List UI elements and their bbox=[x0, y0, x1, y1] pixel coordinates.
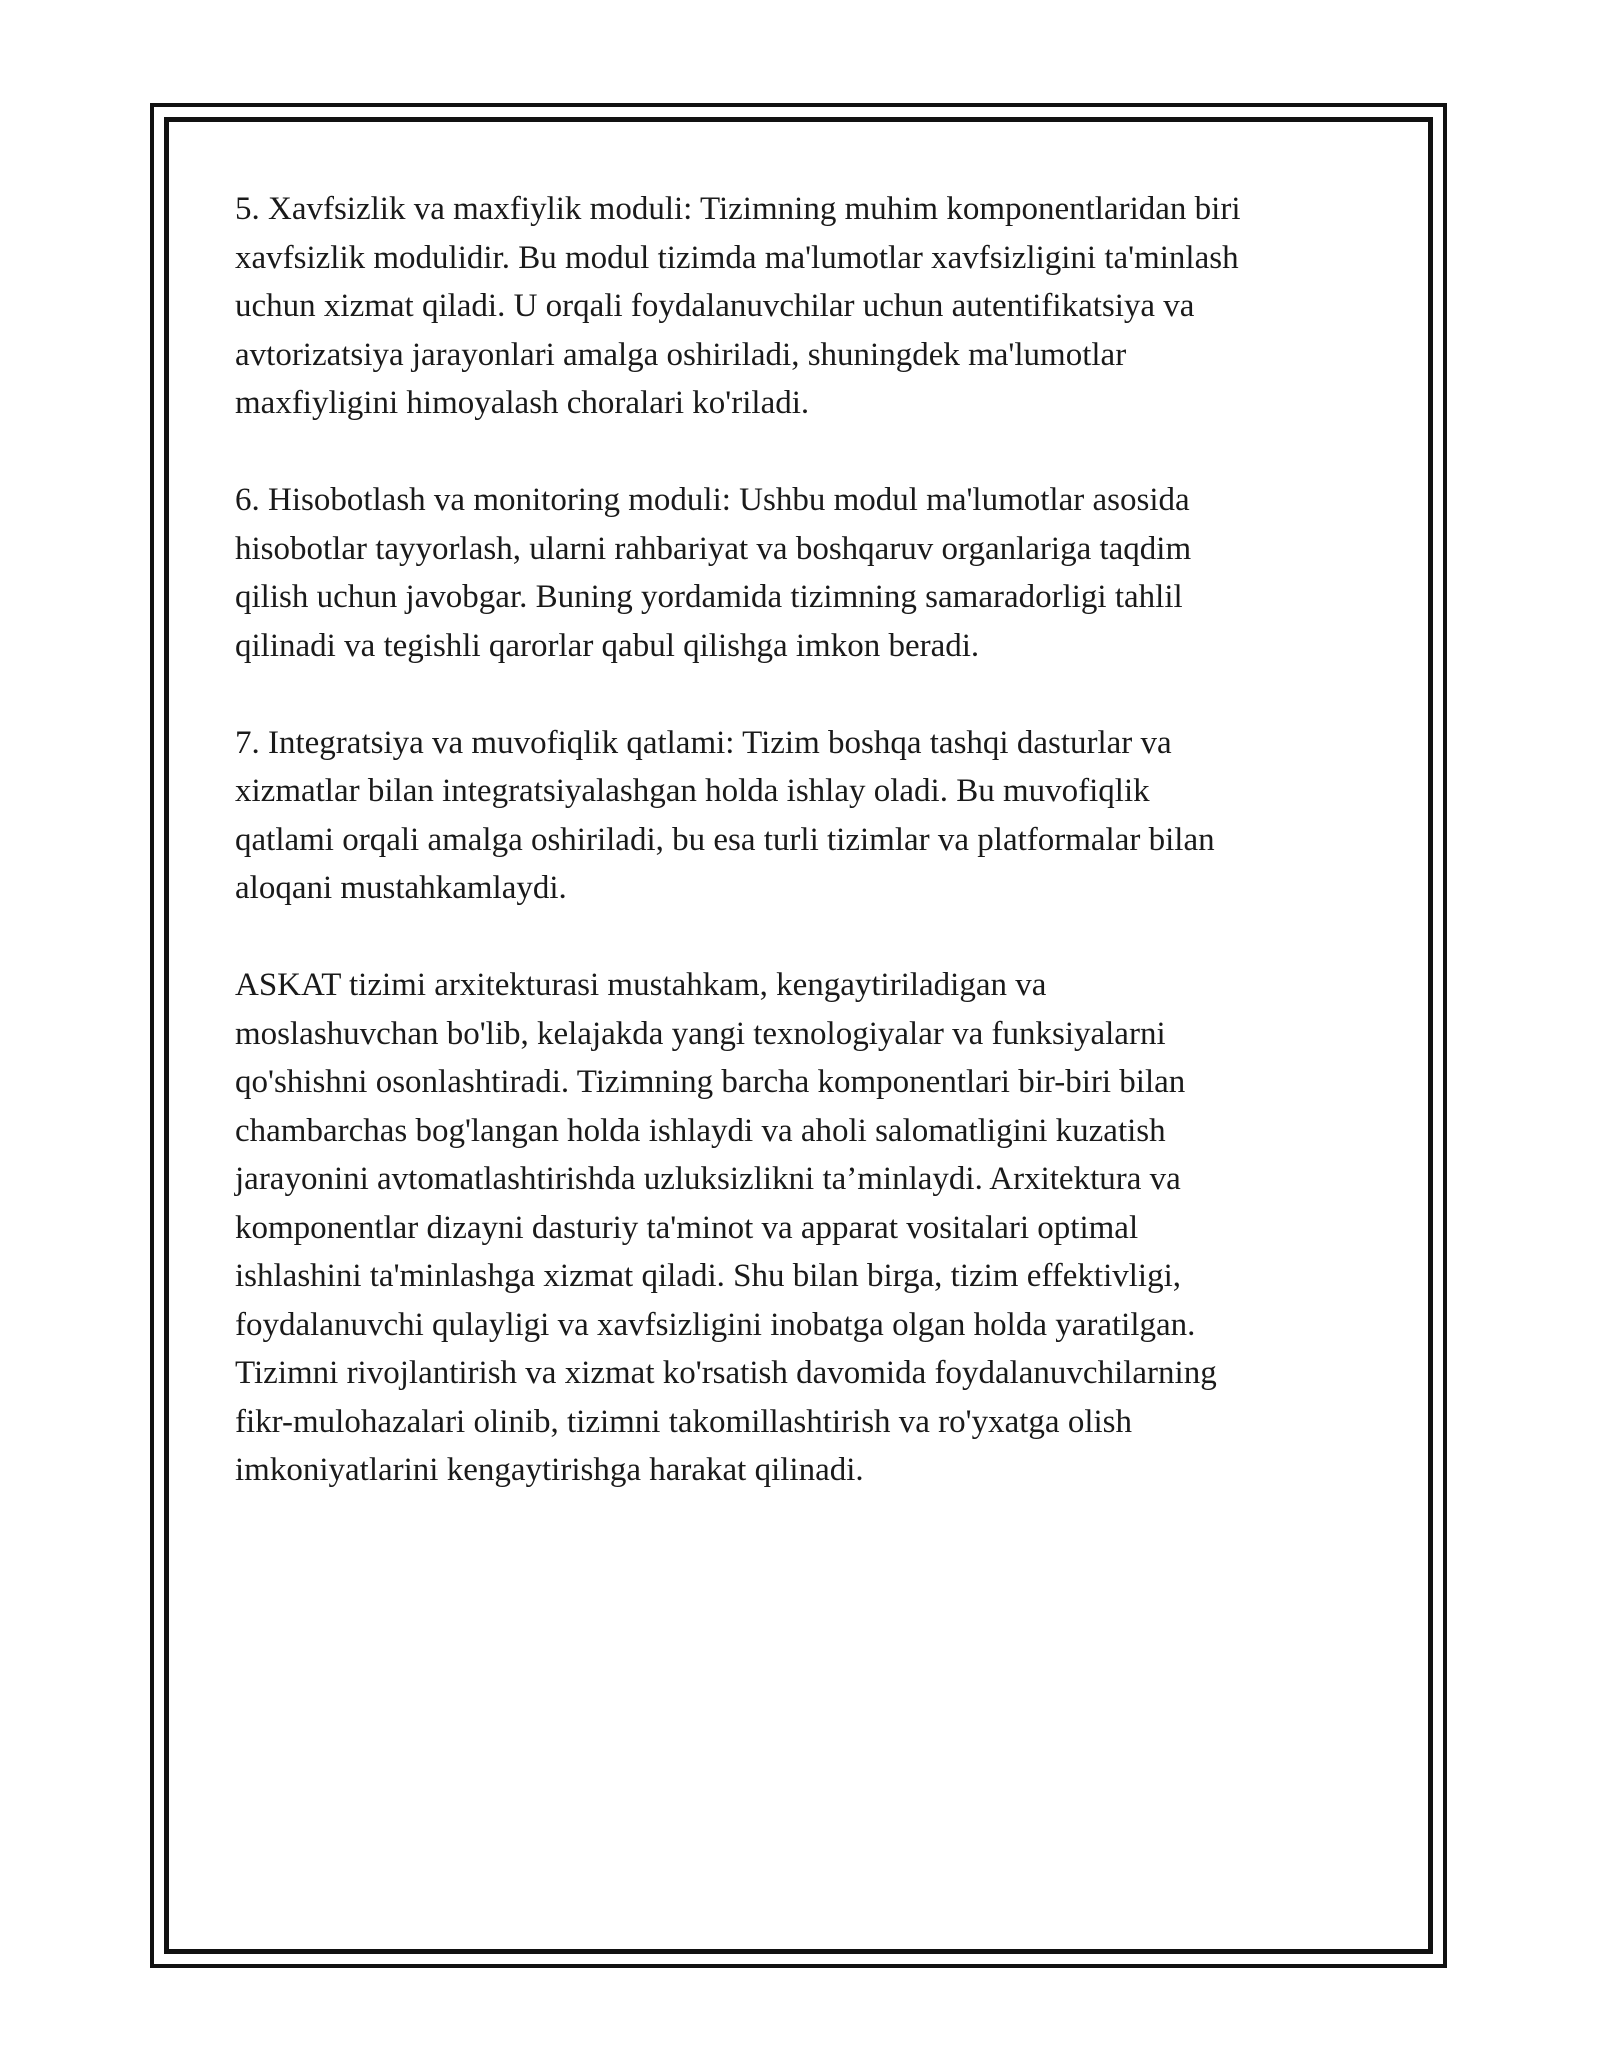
text-line: fikr-mulohazalari olinib, tizimni takomillashtirish va ro'yxatga olish bbox=[235, 1403, 1133, 1440]
text-line: qilinadi va tegishli qarorlar qabul qilishga imkon beradi. bbox=[235, 627, 980, 664]
text-line: qilish uchun javobgar. Buning yordamida tizimning samaradorligi tahlil bbox=[235, 579, 1183, 615]
text-line: moslashuvchan bo'lib, kelajakda yangi texnologiyalar va funksiyalarni bbox=[235, 1015, 1166, 1052]
text-line: 6. Hisobotlash va monitoring moduli: Ushbu modul ma'lumotlar asosida bbox=[235, 482, 1190, 518]
text-line: Tizimni rivojlantirish va xizmat ko'rsatish davomida foydalanuvchilarning bbox=[235, 1355, 1217, 1391]
text-line: maxfiyligini himoyalash choralari ko'riladi. bbox=[235, 385, 810, 421]
paragraph-security-module bbox=[235, 185, 1365, 428]
paragraph-architecture-summary bbox=[235, 961, 1365, 1495]
text-line: ishlashini ta'minlashga xizmat qiladi. Shu bilan birga, tizim effektivligi, bbox=[235, 1258, 1181, 1294]
text-line: qatlami orqali amalga oshiriladi, bu esa turli tizimlar va platformalar bilan bbox=[235, 821, 1215, 858]
text-line: jarayonini avtomatlashtirishda uzluksizlikni ta’minlaydi. Arxitektura va bbox=[235, 1161, 1181, 1197]
text-line: foydalanuvchi qulayligi va xavfsizligini inobatga olgan holda yaratilgan. bbox=[235, 1306, 1196, 1343]
text-line: imkoniyatlarini kengaytirishga harakat qilinadi. bbox=[235, 1452, 864, 1488]
text-line: aloqani mustahkamlaydi. bbox=[235, 870, 567, 906]
text-line: xizmatlar bilan integratsiyalashgan holda ishlay oladi. Bu muvofiqlik bbox=[235, 773, 1150, 809]
text-line: qo'shishni osonlashtiradi. Tizimning barcha komponentlari bir-biri bilan bbox=[235, 1064, 1186, 1100]
paragraph-reporting-module bbox=[235, 476, 1365, 670]
text-line: avtorizatsiya jarayonlari amalga oshiriladi, shuningdek ma'lumotlar bbox=[235, 336, 1127, 373]
text-line: xavfsizlik modulidir. Bu modul tizimda ma'lumotlar xavfsizligini ta'minlash bbox=[235, 239, 1239, 276]
text-line: komponentlar dizayni dasturiy ta'minot va apparat vositalari optimal bbox=[235, 1209, 1139, 1246]
text-line: hisobotlar tayyorlash, ularni rahbariyat va boshqaruv organlariga taqdim bbox=[235, 530, 1192, 567]
document-body bbox=[235, 185, 1365, 1543]
paragraph-integration-layer bbox=[235, 719, 1365, 913]
text-line: 5. Xavfsizlik va maxfiylik moduli: Tizimning muhim komponentlaridan biri bbox=[235, 191, 1241, 227]
text-line: uchun xizmat qiladi. U orqali foydalanuvchilar uchun autentifikatsiya va bbox=[235, 288, 1195, 324]
text-line: chambarchas bog'langan holda ishlaydi va aholi salomatligini kuzatish bbox=[235, 1112, 1166, 1149]
text-line: 7. Integratsiya va muvofiqlik qatlami: Tizim boshqa tashqi dasturlar va bbox=[235, 724, 1172, 761]
text-line: ASKAT tizimi arxitekturasi mustahkam, kengaytiriladigan va bbox=[235, 967, 1047, 1003]
